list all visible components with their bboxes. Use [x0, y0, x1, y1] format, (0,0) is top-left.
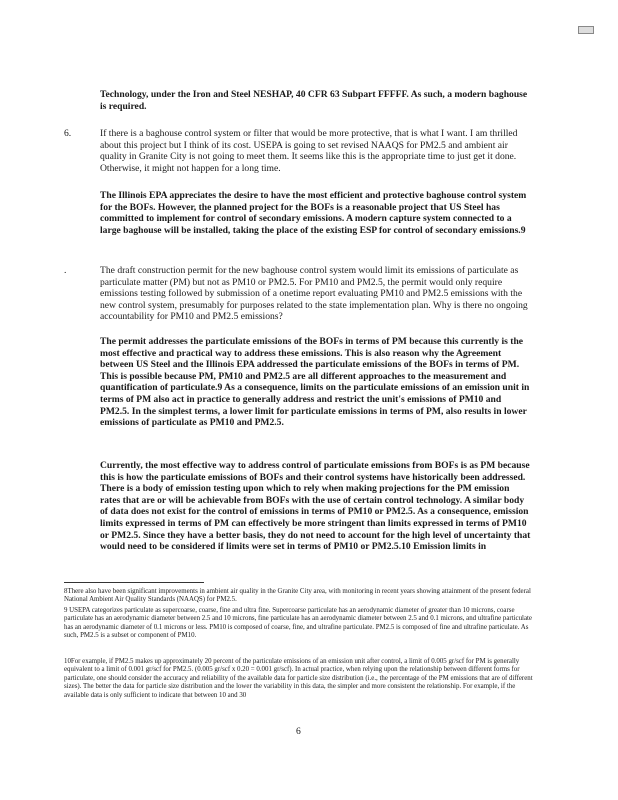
response-7-part-1: The permit addresses the particulate emissions of the BOFs in terms of PM because this currently is the most effective and practical way to address these emissions. This is also reason why the Agreement between US Steel and the Illinois EPA addressed the particulate emissions of the BOFs in terms of PM. This is possible because PM, PM10 and PM2.5 are all different approaches to the measurement and quantification of particulate.9 As a consequence, limits on the particulate emissions of an emission unit in terms of PM also act in practice to generally address and restrict the unit's emissions of PM10 and PM2.5. In the simplest terms, a lower limit for particulate emissions in terms of PM, also results in lower emissions of particulate as PM10 and PM2.5.	[100, 336, 530, 429]
footnote-9: 9 USEPA categorizes particulate as supercoarse, coarse, fine and ultra fine. Supercoarse particulate has an aerodynamic diameter of greater than 10 microns, coarse particulate has an aerodynamic diameter between 2.5 and 10 microns, fine particulate has an aerodynamic diameter between 2.5 and 0.1 microns, and ultrafine particulate has an aerodynamic diameter of 0.1 microns or less. PM10 is composed of coarse, fine, and ultrafine particulate. PM2.5 is composed of fine and ultrafine particulate. As such, PM2.5 is a subset or component of PM10.	[64, 607, 532, 640]
page-number: 6	[296, 726, 301, 737]
comment-7: The draft construction permit for the new baghouse control system would limit its emissions of particulate as particulate matter (PM) but not as PM10 or PM2.5. For PM10 and PM2.5, the permit would only require emissions testing followed by submission of a onetime report evaluating PM10 and PM2.5 emissions with the new control system, presumably for purposes related to the state implementation plan. Why is there no ongoing accountability for PM10 and PM2.5 emissions?	[100, 265, 528, 323]
footnote-divider	[64, 582, 204, 583]
footnote-10: 10For example, if PM2.5 makes up approximately 20 percent of the particulate emissions of an emission unit after control, a limit of 0.005 gr/scf for PM is generally equivalent to a limit of 0.001 gr/scf for PM2.5. (0.005 gr/scf x 0.20 = 0.001 gr/scf). In actual practice, when relying upon the relationship between different forms for particulate, one should consider the accuracy and reliability of the available data for particle size distribution (i.e., the percentage of the PM emissions that are of different sizes). The better the data for particle size distribution and the lower the variability in this data, the simpler and more consistent the relationship. For example, if the available data is only sufficient to indicate that between 10 and 30	[64, 658, 533, 699]
page-stamp	[578, 26, 594, 34]
response-7-part-2: Currently, the most effective way to address control of particulate emissions from BOFs is as PM because this is how the particulate emissions of BOFs and their control systems have historically been addressed. There is a body of emission testing upon which to rely when making projections for the PM emission rates that are or will be achievable from BOFs with the use of certain control technology. A similar body of data does not exist for the control of emissions in terms of PM10 or PM2.5. As a consequence, emission limits expressed in terms of PM can effectively be more stringent than limits expressed in terms of PM10 or PM2.5. Since they have a better basis, they do not need to account for the high level of uncertainty that would need to be considered if limits were set in terms of PM10 or PM2.5.10 Emission limits in	[100, 460, 531, 553]
comment-6: If there is a baghouse control system or filter that would be more protective, that is what I want. I am thrilled about this project but I think of its cost. USEPA is going to set revised NAAQS for PM2.5 and ambient air quality in Granite City is not going to meet them. It seems like this is the appropriate time to just get it done. Otherwise, it might not happen for a long time.	[100, 128, 518, 174]
item-number-7: .	[64, 265, 67, 276]
item-number-6: 6.	[64, 128, 72, 139]
footnote-8: 8There also have been significant improvements in ambient air quality in the Granite City area, with monitoring in recent years showing attainment of the present federal National Ambient Air Quality Standards (NAAQS) for PM2.5.	[64, 588, 531, 604]
response-6: The Illinois EPA appreciates the desire to have the most efficient and protective baghouse control system for the BOFs. However, the planned project for the BOFs is a reasonable project that US Steel has committed to implement for control of secondary emissions. A modern capture system connected to a large baghouse will be installed, taking the place of the existing ESP for control of secondary emissions.9	[100, 190, 527, 236]
paragraph-continuation: Technology, under the Iron and Steel NESHAP, 40 CFR 63 Subpart FFFFF. As such, a modern baghouse is required.	[100, 89, 528, 112]
